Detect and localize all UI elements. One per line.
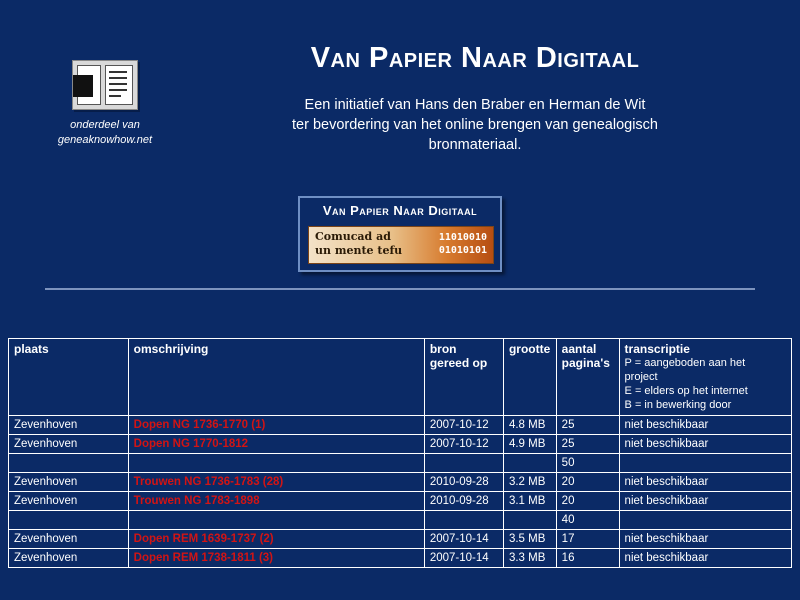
cell-aantal-paginas: 16 (556, 549, 619, 568)
cell-omschrijving[interactable] (128, 416, 424, 435)
page-subtitle (190, 95, 760, 155)
table-row (9, 416, 792, 435)
cell-plaats (9, 511, 129, 530)
logo-caption-line1: onderdeel van (70, 119, 140, 131)
column-header-bron (424, 339, 503, 416)
banner-gothic-text (315, 230, 402, 258)
scan-note: (1) (248, 419, 266, 431)
column-header-aantal-line1: aantal (561, 342, 597, 356)
cell-omschrijving[interactable] (128, 530, 424, 549)
cell-grootte (503, 454, 556, 473)
scan-note: (2) (256, 533, 274, 545)
scanner-document-icon (72, 60, 138, 110)
table-header-row (9, 339, 792, 416)
cell-bron-gereed-op: 2010-09-28 (424, 492, 503, 511)
cell-transcriptie: niet beschikbaar (619, 530, 791, 549)
scans-table (8, 338, 792, 568)
cell-aantal-paginas: 20 (556, 492, 619, 511)
column-header-bron-line1: bron (429, 342, 457, 356)
cell-omschrijving[interactable] (128, 435, 424, 454)
scan-note: (28) (259, 476, 284, 488)
cell-transcriptie (619, 454, 791, 473)
scan-link[interactable]: Dopen REM 1738-1811 (133, 552, 256, 564)
cell-transcriptie: niet beschikbaar (619, 435, 791, 454)
cell-plaats: Zevenhoven (9, 492, 129, 511)
logo-caption-line2: geneaknowhow.net (57, 134, 153, 146)
cell-bron-gereed-op: 2007-10-14 (424, 549, 503, 568)
table-row (9, 492, 792, 511)
cell-bron-gereed-op: 2007-10-12 (424, 416, 503, 435)
cell-transcriptie: niet beschikbaar (619, 492, 791, 511)
cell-plaats (9, 454, 129, 473)
subtitle-line-1: Een initiatief van Hans den Braber en Herman de Wit (304, 97, 646, 113)
column-header-bron-line2: gereed op (429, 356, 488, 370)
column-header-transcriptie-sub3: E = elders op het internet (624, 385, 748, 397)
column-header-transcriptie (619, 339, 791, 416)
banner-bits-line1: 11010010 (438, 232, 487, 243)
scans-table-body (9, 416, 792, 568)
cell-aantal-paginas: 20 (556, 473, 619, 492)
table-row (9, 435, 792, 454)
scan-link[interactable]: Trouwen NG 1783-1898 (133, 495, 260, 507)
cell-plaats: Zevenhoven (9, 549, 129, 568)
scan-link[interactable]: Dopen REM 1639-1737 (133, 533, 257, 545)
column-header-aantal (556, 339, 619, 416)
cell-bron-gereed-op: 2007-10-14 (424, 530, 503, 549)
cell-omschrijving (128, 511, 424, 530)
page-title: Van Papier Naar Digitaal (310, 42, 640, 74)
column-header-omschrijving: omschrijving (128, 339, 424, 416)
cell-plaats: Zevenhoven (9, 473, 129, 492)
cell-aantal-total: 40 (556, 511, 619, 530)
cell-plaats: Zevenhoven (9, 435, 129, 454)
cell-bron-gereed-op: 2010-09-28 (424, 473, 503, 492)
column-header-aantal-line2: pagina's (561, 356, 610, 370)
site-logo-block[interactable] (40, 60, 170, 148)
cell-grootte: 3.2 MB (503, 473, 556, 492)
column-header-transcriptie-sub4: B = in bewerking door (624, 399, 732, 411)
cell-transcriptie: niet beschikbaar (619, 416, 791, 435)
cell-omschrijving[interactable] (128, 549, 424, 568)
horizontal-divider (45, 288, 755, 290)
cell-grootte (503, 511, 556, 530)
table-row (9, 511, 792, 530)
scan-link[interactable]: Trouwen NG 1736-1783 (133, 476, 260, 488)
cell-plaats: Zevenhoven (9, 530, 129, 549)
cell-grootte: 3.5 MB (503, 530, 556, 549)
cell-omschrijving[interactable] (128, 492, 424, 511)
cell-bron-gereed-op (424, 511, 503, 530)
subtitle-line-3: bronmateriaal. (428, 137, 522, 153)
column-header-transcriptie-title: transcriptie (624, 342, 690, 356)
banner-gothic-line2: un mente tefu (315, 244, 403, 257)
banner-gothic-line1: Comucad ad (315, 230, 391, 243)
column-header-grootte: grootte (503, 339, 556, 416)
page-header (0, 0, 800, 180)
scans-table-container (8, 338, 792, 568)
scan-note: (3) (255, 552, 274, 564)
cell-omschrijving (128, 454, 424, 473)
scan-link[interactable]: Dopen NG 1770-1812 (133, 438, 249, 450)
cell-transcriptie: niet beschikbaar (619, 549, 791, 568)
table-row (9, 473, 792, 492)
scan-link[interactable]: Dopen NG 1736-1770 (133, 419, 249, 431)
column-header-transcriptie-sub2: project (624, 371, 658, 383)
column-header-transcriptie-sub1: P = aangeboden aan het (624, 357, 746, 369)
column-header-plaats: plaats (9, 339, 129, 416)
logo-caption (40, 118, 170, 148)
cell-transcriptie: niet beschikbaar (619, 473, 791, 492)
cell-grootte: 3.3 MB (503, 549, 556, 568)
subtitle-line-2: ter bevordering van het online brengen van genealogisch (292, 117, 658, 133)
cell-grootte: 4.9 MB (503, 435, 556, 454)
table-row (9, 454, 792, 473)
cell-grootte: 4.8 MB (503, 416, 556, 435)
project-banner[interactable] (298, 196, 502, 272)
banner-title: Van Papier Naar Digitaal (322, 203, 478, 218)
cell-bron-gereed-op (424, 454, 503, 473)
table-row (9, 549, 792, 568)
banner-image-strip (308, 226, 494, 264)
cell-omschrijving[interactable] (128, 473, 424, 492)
cell-transcriptie (619, 511, 791, 530)
table-row (9, 530, 792, 549)
cell-aantal-paginas: 25 (556, 416, 619, 435)
banner-container (0, 196, 800, 277)
cell-grootte: 3.1 MB (503, 492, 556, 511)
cell-plaats: Zevenhoven (9, 416, 129, 435)
banner-binary-text (439, 231, 487, 257)
cell-aantal-paginas: 17 (556, 530, 619, 549)
cell-aantal-paginas: 25 (556, 435, 619, 454)
banner-bits-line2: 01010101 (438, 245, 487, 256)
cell-aantal-total: 50 (556, 454, 619, 473)
cell-bron-gereed-op: 2007-10-12 (424, 435, 503, 454)
